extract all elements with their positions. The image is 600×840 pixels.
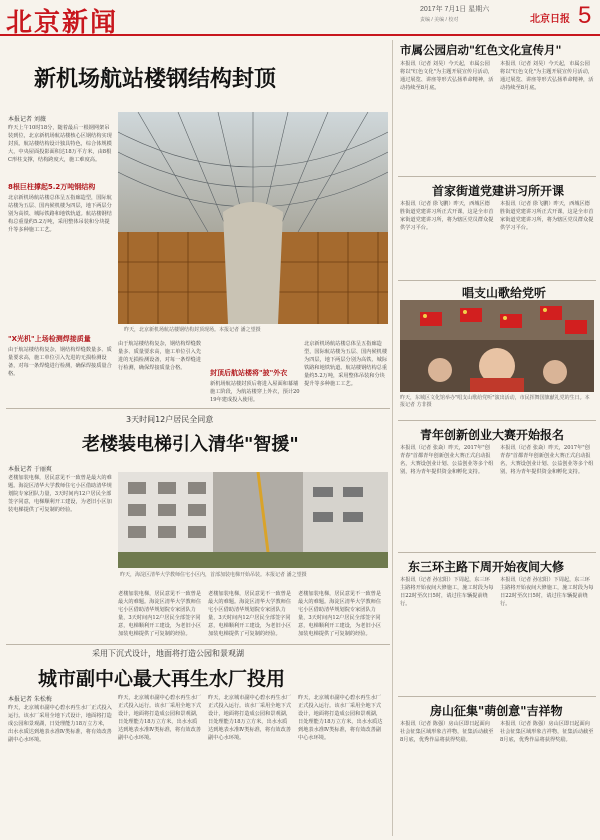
column-divider <box>392 40 393 836</box>
lead-subhead-3: 封顶后航站楼将"披"外衣 <box>210 369 288 377</box>
lead-text-3: 新机场航站楼封顶后将进入屋面和幕墙施工阶段，为航站楼穿上外衣，预计2019年建成投入使用。 <box>210 381 300 403</box>
paper-name: 北京日报 <box>530 14 570 25</box>
elevator-text-1: 老楼加装电梯，居民意见不一致曾是最大的难题。海淀区清华大学教师住宅小区借助清华规划院专家团队力量，3天时间内12户居民全部签字同意，电梯顺利开工建设，为老旧小区加装电梯提供了可复制的经验。 <box>8 475 112 513</box>
elevator-text-2: 老楼加装电梯，居民意见不一致曾是最大的难题。海淀区清华大学教师住宅小区借助清华规划院专家团队力量，3天时间内12户居民全部签字同意，电梯顺利开工建设，为老旧小区加装电梯提供了可复制的经验。 <box>118 591 202 637</box>
mascot-text-1: 本报讯（记者 陈强）房山区即日起面向社会征集区域形象吉祥物，征集活动截至8月底，优秀作品将获得奖励。 <box>400 721 494 743</box>
youth-contest-headline: 青年创新创业大赛开始报名 <box>420 428 565 442</box>
right-rule-2 <box>398 280 596 281</box>
elevator-byline: 本报记者 于丽爽 <box>8 466 52 473</box>
section-rule-1 <box>6 408 390 409</box>
parks-headline: 市属公园启动"红色文化宣传月" <box>400 43 562 57</box>
water-text-1: 昨天，北京城市副中心碧水再生水厂正式投入运行。该水厂采用全地下式设计，地面将打造成公园和景观湖，日处理能力18万立方米，出水水质达到地表水准Ⅳ类标准，将有效改善副中心水环境。 <box>8 705 112 743</box>
elevator-kicker: 3天时间12户居民全同意 <box>126 415 214 424</box>
lead-photo-caption: 昨天，北京新机场航站楼钢结构封顶现场。本报记者 潘之望摄 <box>124 327 261 333</box>
song-caption: 昨天，东城区文化馆举办"唱支山歌给党听"演出活动，市民挥舞国旗献礼党的生日。本报记者 方非摄 <box>400 395 590 408</box>
lead-subhead-1: 8根巨柱撑起5.2万吨钢结构 <box>8 183 96 191</box>
date-line: 2017年 7月1日 星期六 <box>420 6 490 13</box>
elevator-photo <box>118 472 388 568</box>
lead-text-1: 北京新机场航站楼总体呈五指廊造型，国际航站楼为五层、国内候机楼为四层，地下两层分别为高铁、城际铁路和地铁轨道。航站楼钢结构总重量约5.2万吨，采用整体吊装和分块提升等多种施工工艺。 <box>8 195 112 233</box>
right-rule-3 <box>398 420 596 421</box>
ring-road-text-2: 本报讯（记者 孙宏阳）下周起，东三环主路将开始夜间大修施工，施工时段为每日22时至次日5时，请过往车辆提前绕行。 <box>500 577 594 607</box>
page-number: 5 <box>578 2 592 29</box>
parks-text-2: 本报讯（记者 刘昊）今天起，市属公园将以"红色文化"为主题开展宣传月活动，通过展览、讲座等形式弘扬革命精神，活动持续至8月底。 <box>500 61 594 91</box>
ring-road-text-1: 本报讯（记者 孙宏阳）下周起，东三环主路将开始夜间大修施工，施工时段为每日22时至次日5时，请过往车辆提前绕行。 <box>400 577 494 607</box>
water-text-2: 昨天，北京城市副中心碧水再生水厂正式投入运行。该水厂采用全地下式设计，地面将打造成公园和景观湖，日处理能力18万立方米，出水水质达到地表水准Ⅳ类标准，将有效改善副中心水环境。 <box>118 695 202 741</box>
party-school-text-1: 本报讯（记者 徐飞鹏）昨天，西城区德胜街道党建讲习所正式开课，这是全市首家街道党建讲习所，将为辖区党员群众提供学习平台。 <box>400 201 494 231</box>
youth-contest-text-2: 本报讯（记者 张焱）昨天，2017年"创青春"首都青年创新创业大赛正式启动报名，大赛设创业计划、公益创业等多个组别，将为青年提供资金和孵化支持。 <box>500 445 594 475</box>
lead-text-col-2: 由于航站楼结构复杂，钢结构焊缝数量多、质量要求高，施工单位引入先进的无损检测设备，对每一条焊缝进行检测，确保焊接质量合格。 <box>118 341 202 371</box>
water-text-4: 昨天，北京城市副中心碧水再生水厂正式投入运行。该水厂采用全地下式设计，地面将打造成公园和景观湖，日处理能力18万立方米，出水水质达到地表水准Ⅳ类标准，将有效改善副中心水环境。 <box>298 695 383 741</box>
lead-byline: 本报记者 刘薇 <box>8 116 46 123</box>
water-text-3: 昨天，北京城市副中心碧水再生水厂正式投入运行。该水厂采用全地下式设计，地面将打造成公园和景观湖，日处理能力18万立方米，出水水质达到地表水准Ⅳ类标准，将有效改善副中心水环境。 <box>208 695 292 741</box>
right-rule-4 <box>398 552 596 553</box>
lead-text-col-4: 北京新机场航站楼总体呈五指廊造型，国际航站楼为五层、国内候机楼为四层，地下两层分别为高铁、城际铁路和地铁轨道。航站楼钢结构总重量约5.2万吨，采用整体吊装和分块提升等多种施工工艺。 <box>304 341 388 387</box>
flag-waving-image <box>400 300 594 392</box>
elevator-text-4: 老楼加装电梯，居民意见不一致曾是最大的难题。海淀区清华大学教师住宅小区借助清华规划院专家团队力量，3天时间内12户居民全部签字同意，电梯顺利开工建设，为老旧小区加装电梯提供了可复制的经验。 <box>298 591 382 637</box>
lead-text-2: 由于航站楼结构复杂，钢结构焊缝数量多、质量要求高，施工单位引入先进的无损检测设备，对每一条焊缝进行检测，确保焊接质量合格。 <box>8 347 112 377</box>
water-byline: 本报记者 朱松梅 <box>8 696 52 703</box>
section-rule-2 <box>6 644 390 645</box>
lead-subhead-2: "X光机"上场检测焊接质量 <box>8 335 91 343</box>
parks-text-1: 本报讯（记者 刘昊）今天起，市属公园将以"红色文化"为主题开展宣传月活动，通过展览、讲座等形式弘扬革命精神，活动持续至8月底。 <box>400 61 494 91</box>
water-kicker: 采用下沉式设计，地面将打造公园和景观湖 <box>92 649 244 658</box>
lead-headline: 新机场航站楼钢结构封顶 <box>34 67 277 92</box>
party-school-headline: 首家街道党建讲习所开课 <box>432 184 565 198</box>
song-headline: 唱支山歌给党听 <box>462 286 547 300</box>
party-school-text-2: 本报讯（记者 徐飞鹏）昨天，西城区德胜街道党建讲习所正式开课，这是全市首家街道党建讲习所，将为辖区党员群众提供学习平台。 <box>500 201 594 231</box>
elevator-text-3: 老楼加装电梯，居民意见不一致曾是最大的难题。海淀区清华大学教师住宅小区借助清华规划院专家团队力量，3天时间内12户居民全部签字同意，电梯顺利开工建设，为老旧小区加装电梯提供了可复制的经验。 <box>208 591 292 637</box>
mascot-text-2: 本报讯（记者 陈强）房山区即日起面向社会征集区域形象吉祥物，征集活动截至8月底，优秀作品将获得奖励。 <box>500 721 594 743</box>
steel-structure-image <box>118 112 388 324</box>
lead-photo <box>118 112 388 324</box>
water-headline: 城市副中心最大再生水厂投用 <box>38 668 286 690</box>
old-building-image <box>118 472 388 568</box>
right-rule-5 <box>398 696 596 697</box>
elevator-headline: 老楼装电梯引入清华"智援" <box>82 434 299 455</box>
elevator-photo-caption: 昨天，海淀区清华大学教师住宅小区内，首部加装电梯开始吊装。本报记者 潘之望摄 <box>120 572 307 578</box>
youth-contest-text-1: 本报讯（记者 张焱）昨天，2017年"创青春"首都青年创新创业大赛正式启动报名，大赛设创业计划、公益创业等多个组别，将为青年提供资金和孵化支持。 <box>400 445 494 475</box>
ring-road-headline: 东三环主路下周开始夜间大修 <box>408 560 565 574</box>
right-rule-1 <box>398 176 596 177</box>
editor-line: 责编 / 美编 / 校对 <box>420 17 459 23</box>
mascot-headline: 房山征集"萌创意"吉祥物 <box>430 704 563 718</box>
song-photo <box>400 300 594 392</box>
newspaper-logo: 北京新闻 <box>6 8 119 38</box>
lead-intro: 昨天上午10时18分，随着最后一根钢网架吊装到位，北京新机场航站楼核心区钢结构实现封顶。航站楼结构设计独具特色，综合体规模大，中央屋面投影面积达18万平方米，由8根C形柱支撑，结构跨度大，施工难度高。 <box>8 125 112 163</box>
